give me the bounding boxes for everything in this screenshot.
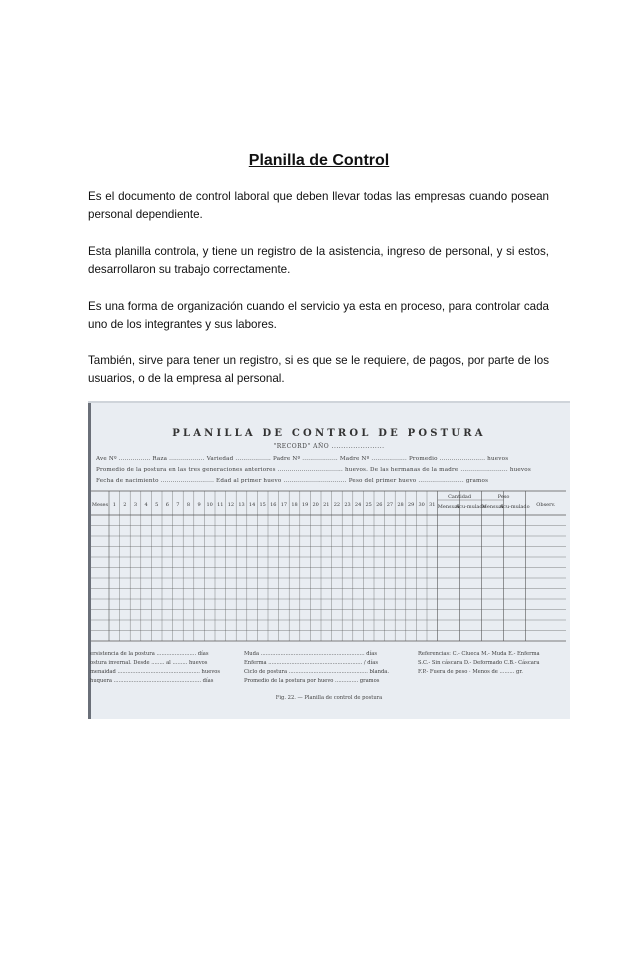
header-observ: Observ. — [536, 502, 556, 508]
paragraph-organization: Es una forma de organización cuando el servicio ya esta en proceso, para controlar cada uno de los integrantes y sus labores. — [88, 300, 549, 331]
header-day: 31 — [429, 502, 436, 508]
form-line-ave: Ave Nº ................ Raza .................. Variedad .................. Padre Nº .................. Madre Nº .................. Promedio ....................... huevos — [96, 456, 509, 462]
paragraph-purpose: Esta planilla controla, y tiene un registro de la asistencia, ingreso de personal, y si estos, desarrollaron su trabajo correctamente. — [88, 245, 549, 276]
header-day: 6 — [165, 502, 169, 508]
form-line-fecha: Fecha de nacimiento ........................... Edad al primer huevo ................................ Peso del primer huevo ....................... gramos — [96, 478, 489, 484]
header-day: 28 — [397, 502, 404, 508]
header-day: 27 — [386, 502, 394, 508]
header-day: 9 — [197, 502, 201, 508]
header-day: 29 — [407, 502, 415, 508]
header-peso: Peso — [497, 494, 510, 500]
form-line-promedio: Promedio de la postura en las tres generaciones anteriores ................................. huevos. De las hermanas de la madre ........................ huevos — [96, 467, 531, 473]
header-day: 3 — [133, 502, 138, 508]
footer-mid-4: Promedio de la postura por huevo .............. gramos — [244, 678, 380, 684]
footer-left-2: ostura invernal. Desde ........ al ......... huevos — [90, 660, 208, 666]
header-cantidad-acumulado: Acu-mulado — [455, 504, 486, 510]
header-day: 4 — [144, 502, 148, 508]
header-meses: Meses — [91, 502, 109, 508]
form-title: PLANILLA DE CONTROL DE POSTURA — [172, 428, 486, 439]
footer-mid-3: Ciclo de postura ................................................ blanda. — [244, 669, 390, 675]
header-day: 20 — [312, 502, 319, 508]
header-day: 24 — [354, 502, 362, 508]
header-day: 23 — [344, 502, 351, 508]
header-day: 18 — [291, 502, 298, 508]
paragraph-payments: También, sirve para tener un registro, si es que se le requiere, de pagos, por parte de los usuarios, o de la empresa al personal. — [88, 354, 549, 385]
header-day: 2 — [123, 502, 127, 508]
footer-right-2: S.C.- Sin cáscara D.- Deformado C.B.- Cáscara — [418, 660, 540, 666]
form-record-year: "RECORD" AÑO ...................... — [273, 443, 385, 450]
footer-mid-1: Muda ............................................................... días — [244, 651, 377, 657]
footer-right-1: Referencias: C.- Clueca M.- Muda E.- Enferma — [418, 651, 540, 657]
footer-left-3: menaidad .................................................. huevos — [90, 669, 221, 675]
header-day: 8 — [186, 502, 191, 508]
header-day: 15 — [259, 502, 266, 508]
header-day: 17 — [280, 502, 288, 508]
header-peso-acumulado: Acu-mulado — [499, 504, 530, 510]
header-day: 11 — [217, 502, 224, 508]
header-day: 1 — [112, 502, 116, 508]
paragraph-definition: Es el documento de control laboral que deben llevar todas las empresas cuando posean personal dependiente. — [88, 190, 549, 221]
header-day: 21 — [323, 502, 330, 508]
header-day: 19 — [301, 502, 309, 508]
header-day: 16 — [270, 502, 277, 508]
scanned-form-image — [88, 401, 570, 719]
header-cantidad: Cantidad — [448, 494, 472, 500]
header-day: 7 — [176, 502, 180, 508]
footer-left-1: ersistencia de la postura ........................ días — [90, 651, 209, 657]
header-day: 25 — [365, 502, 372, 508]
header-day: 13 — [238, 502, 245, 508]
footer-mid-2: Enferma ......................................................... / días — [244, 660, 379, 666]
header-day: 5 — [155, 502, 159, 508]
header-day: 14 — [248, 502, 256, 508]
header-cantidad-mensual: Mensual — [437, 504, 460, 510]
footer-right-3: F.P.- Fuera de peso · Menos de ......... gr. — [418, 669, 523, 675]
footer-left-4: huquera ..................................................... días — [90, 678, 214, 684]
header-day: 10 — [206, 502, 213, 508]
header-day: 22 — [333, 502, 341, 508]
figure-caption: Fig. 22. — Planilla de control de postura — [275, 695, 383, 701]
header-day: 26 — [376, 502, 383, 508]
document-title: Planilla de Control — [248, 152, 390, 169]
header-peso-mensual: Mensual — [481, 504, 504, 510]
header-day: 30 — [418, 502, 425, 508]
header-day: 12 — [227, 502, 235, 508]
